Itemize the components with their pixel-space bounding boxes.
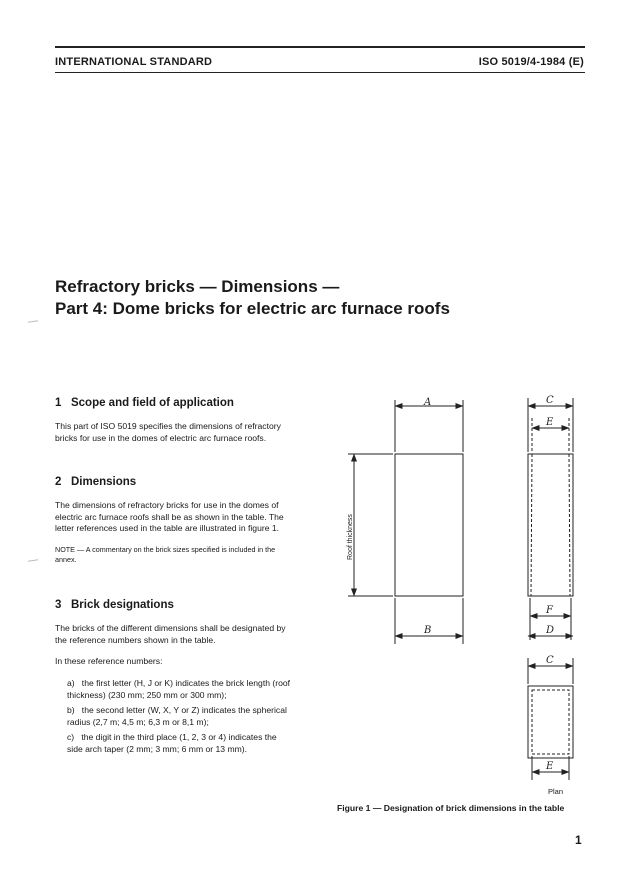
figure-brick-dimensions (330, 388, 600, 798)
doc-title-line2: Part 4: Dome bricks for electric arc furnace roofs (55, 299, 450, 318)
section-2-note: NOTE — A commentary on the brick sizes specified is included in the annex. (55, 545, 276, 564)
side-taper-left (531, 454, 532, 596)
brick-front-view (395, 454, 463, 596)
section-2-paragraph: The dimensions of refractory bricks for use in the domes of electric arc furnace roofs shall be as shown in the table. The letter references used in the table are illustrated in figure 1. (55, 500, 284, 533)
doc-title-line1: Refractory bricks — Dimensions — (55, 277, 340, 296)
header-left: INTERNATIONAL STANDARD (55, 56, 213, 68)
section-1-heading: 1 Scope and field of application (55, 397, 234, 409)
header-bottom-rule (55, 72, 585, 73)
list-item-b: b) the second letter (W, X, Y or Z) indicates the spherical radius (2,7 m; 4,5 m; 6,3 m or 8,1 m); (67, 705, 287, 727)
section-3-heading: 3 Brick designations (55, 599, 174, 611)
header-top-rule (55, 46, 585, 48)
list-item-a: a) the first letter (H, J or K) indicates the brick length (roof thickness) (230 mm; 250 mm or 300 mm); (67, 678, 291, 700)
label-A: A (424, 397, 432, 408)
section-3-intro: In these reference numbers: (55, 656, 163, 666)
header-right: ISO 5019/4-1984 (E) (478, 56, 584, 68)
page-number: 1 (575, 833, 582, 847)
label-F: F (546, 605, 553, 616)
brick-side-view (528, 454, 573, 596)
section-2-heading: 2 Dimensions (55, 476, 137, 488)
label-C-plan: C (546, 655, 554, 666)
side-taper-right (569, 454, 570, 596)
brick-plan-inner (532, 690, 569, 754)
plan-label: Plan (548, 787, 564, 796)
label-B: B (424, 625, 432, 636)
label-E: E (546, 417, 554, 428)
roof-thickness-label: Roof thickness (347, 514, 354, 560)
margin-mark (28, 320, 38, 322)
section-1-paragraph: This part of ISO 5019 specifies the dimensions of refractory bricks for use in the domes of electric arc furnace roofs. (55, 421, 281, 443)
label-C: C (546, 395, 554, 406)
section-3-paragraph: The bricks of the different dimensions shall be designated by the reference numbers shown in the table. (55, 623, 286, 645)
brick-plan-view (528, 686, 573, 758)
figure-caption: Figure 1 — Designation of brick dimensions in the table (337, 803, 565, 813)
label-D: D (546, 625, 555, 636)
list-item-c: c) the digit in the third place (1, 2, 3 or 4) indicates the side arch taper (2 mm; 3 mm; 6 mm or 13 mm). (67, 732, 277, 754)
label-E-plan: E (546, 761, 554, 772)
margin-mark (28, 559, 38, 561)
